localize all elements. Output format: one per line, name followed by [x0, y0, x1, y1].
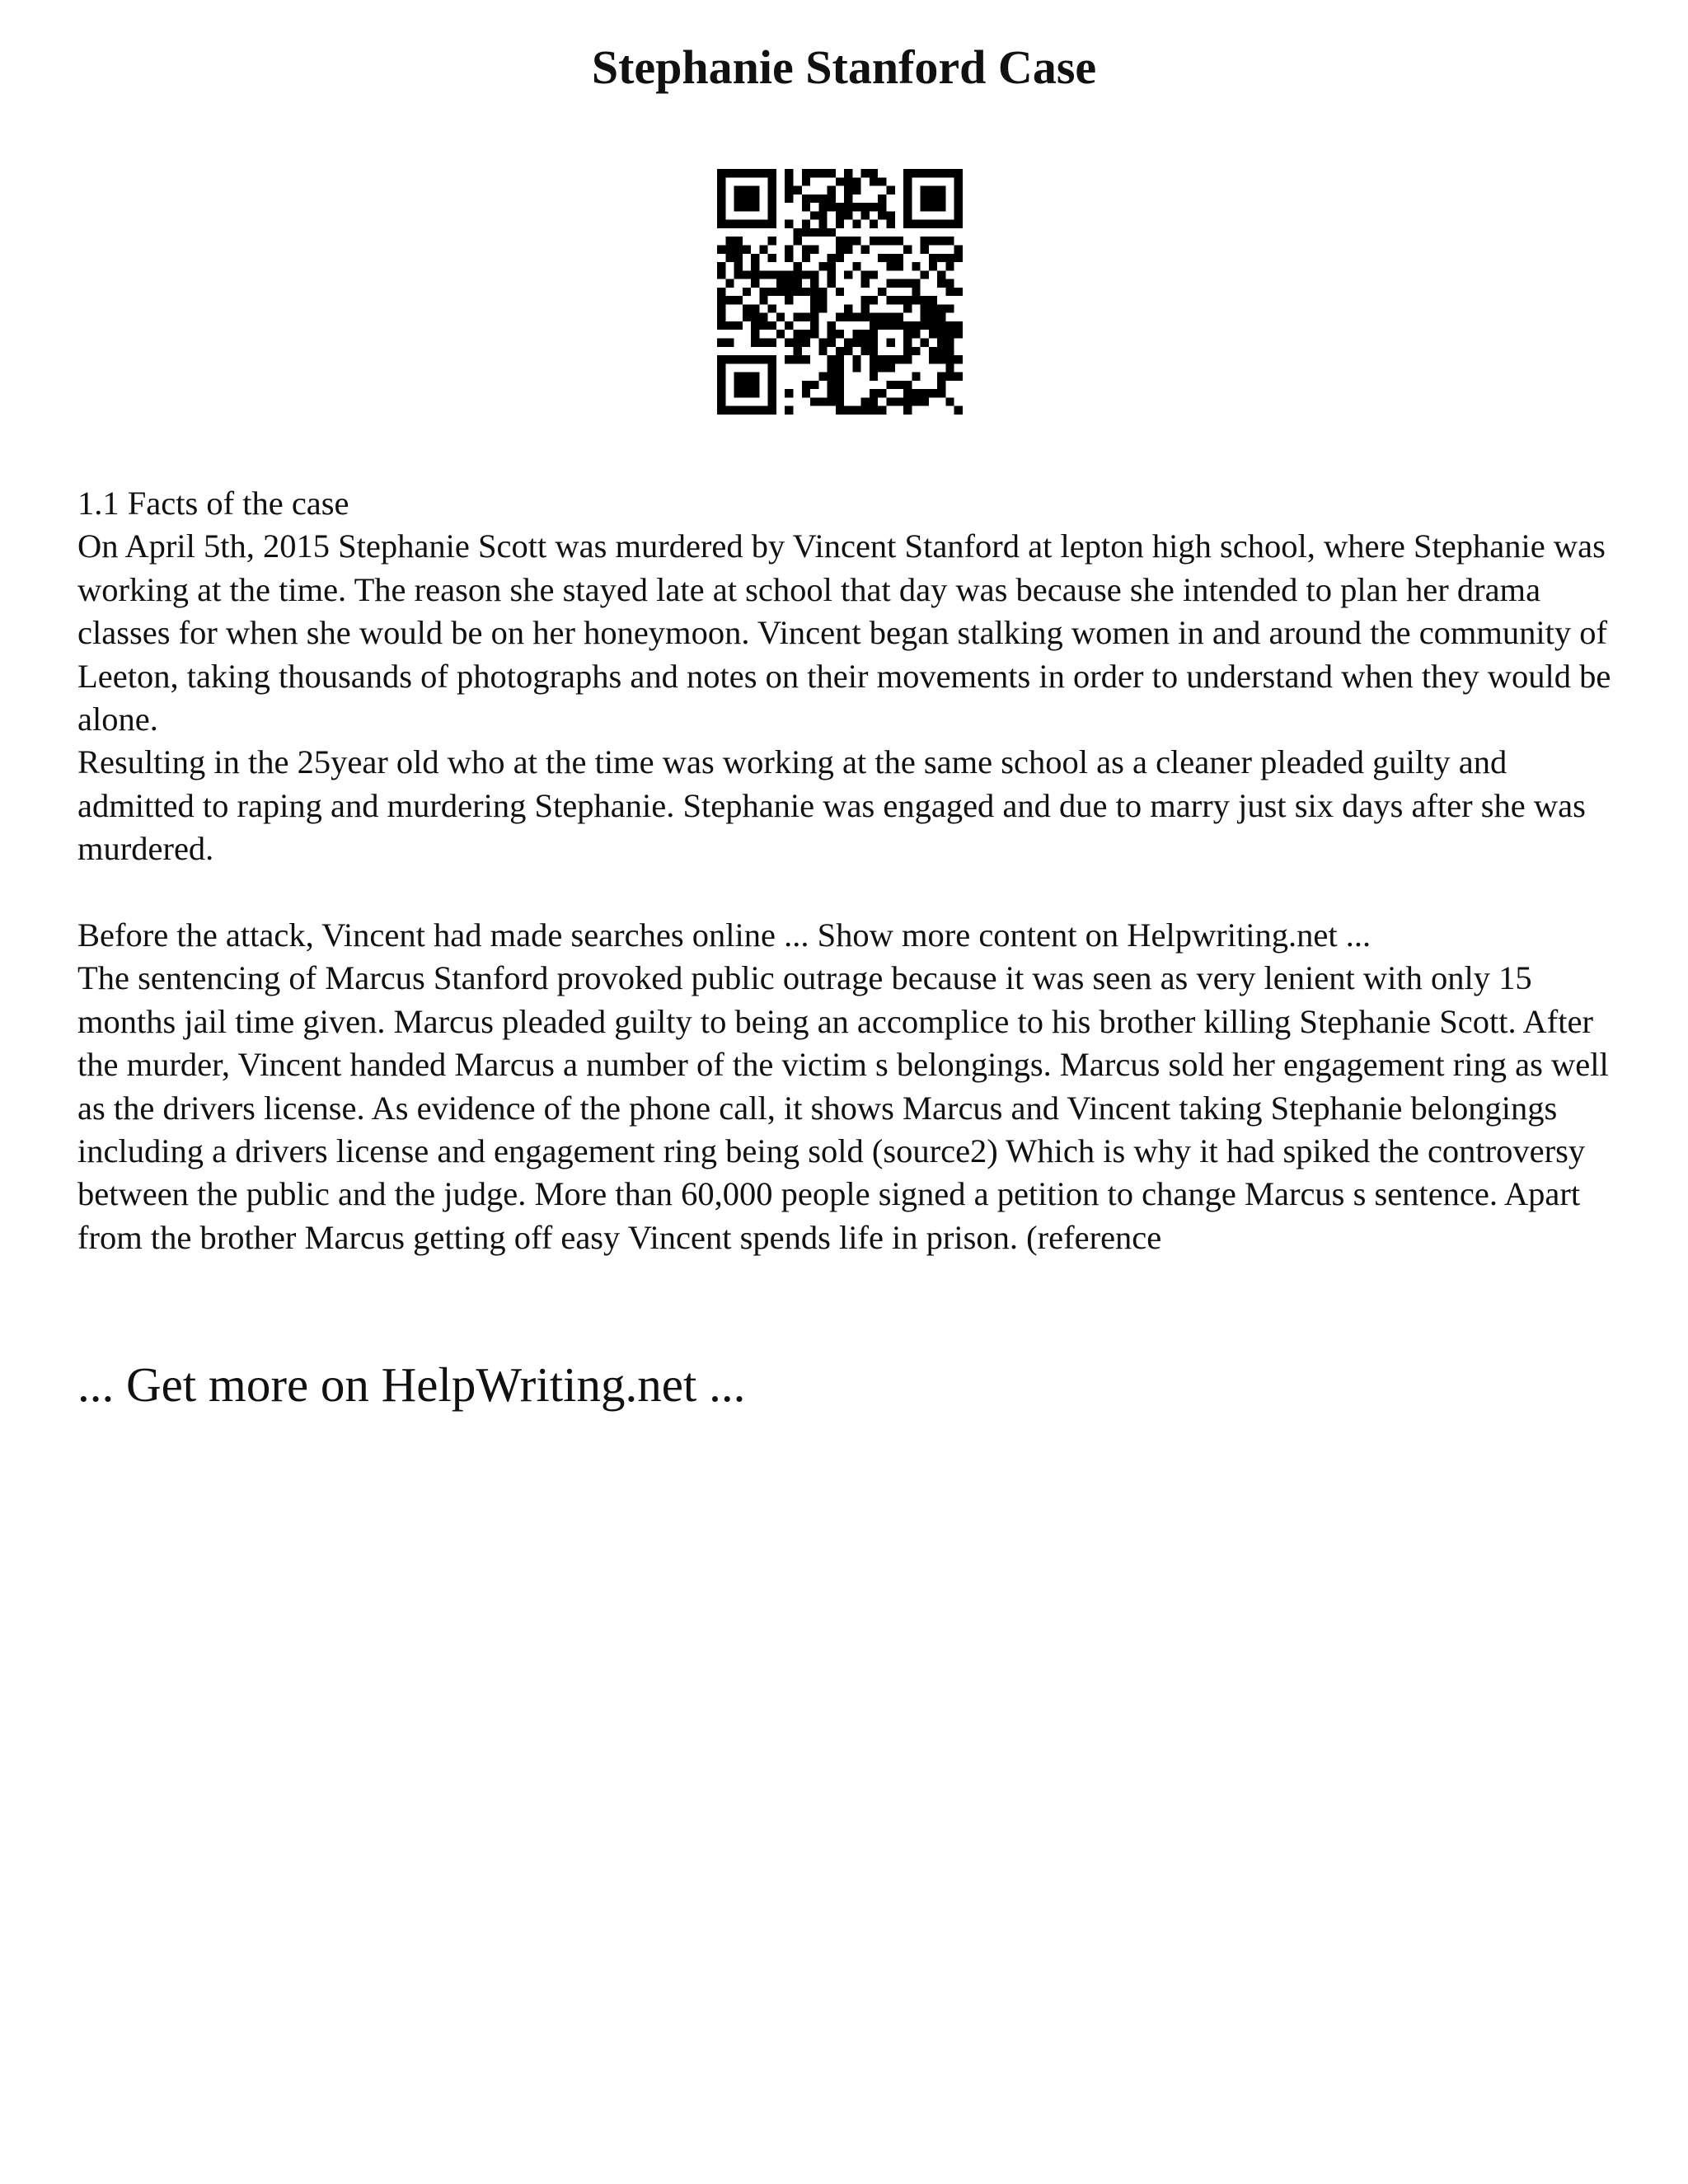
paragraph: Resulting in the 25year old who at the time was working at the same school as a cleaner pleaded guilty and admitted to raping and murdering Stephanie. Stephanie was engaged and due to marry just six days after she was murdered.	[77, 743, 1586, 868]
paragraph: The sentencing of Marcus Stanford provoked public outrage because it was seen as very lenient with only 15 months jail time given. Marcus pleaded guilty to being an accomplice to his brother killing Stephanie Scott. After the murder, Vincent handed Marcus a number of the victim s belongings. Marcus sold her engagement ring as well as the drivers license. As evidence of the phone call, it shows Marcus and Vincent taking Stephanie belongings including a drivers license and engagement ring being sold (source2) Which is why it had spiked the controversy between the public and the judge. More than 60,000 people signed a petition to change Marcus s sentence. Apart from the brother Marcus getting off easy Vincent spends life in prison. (reference	[77, 959, 1609, 1256]
paragraph: On April 5th, 2015 Stephanie Scott was murdered by Vincent Stanford at lepton high school, where Stephanie was working at the time. The reason she stayed late at school that day was because she intended to plan her drama classes for when she would be on her honeymoon. Vincent began stalking women in and around the community of Leeton, taking thousands of photographs and notes on their movements in order to understand when they would be alone.	[77, 527, 1611, 738]
qr-code-icon[interactable]	[717, 169, 963, 415]
get-more-link[interactable]: ... Get more on HelpWriting.net ...	[77, 1357, 746, 1412]
page-title: Stephanie Stanford Case	[591, 40, 1097, 94]
section-heading: 1.1 Facts of the case	[77, 485, 349, 522]
paragraph: Before the attack, Vincent had made searches online ... Show more content on Helpwriting.net ...	[77, 916, 1372, 954]
article-body	[77, 482, 1627, 1259]
paragraph-spacer	[77, 871, 1627, 914]
